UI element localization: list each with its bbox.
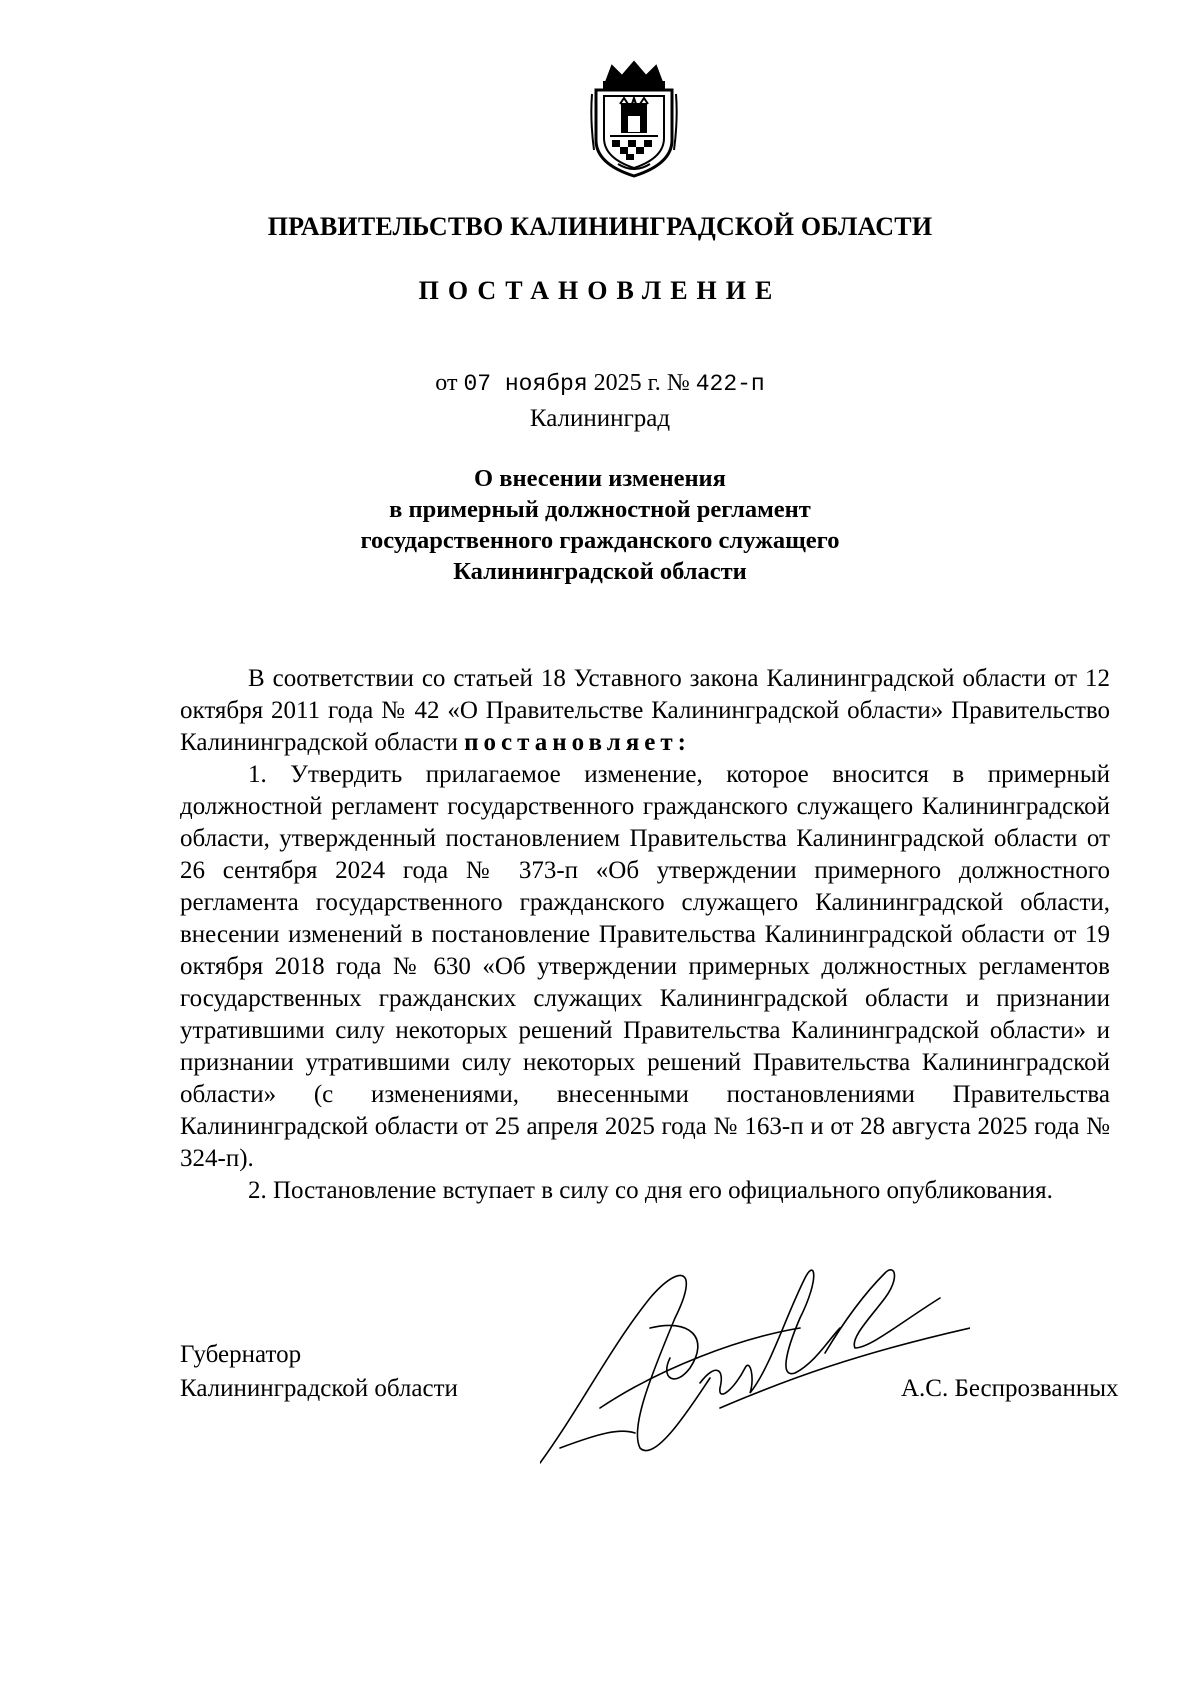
date-prefix: от (435, 370, 458, 396)
document-subject (300, 463, 900, 587)
subject-line: в примерный должностной регламент (389, 496, 811, 523)
signer-position-line: Губернатор (180, 1341, 302, 1368)
signer-position-line: Калининградской области (180, 1375, 458, 1402)
document-body (180, 663, 1110, 1207)
coat-of-arms-icon (588, 60, 680, 178)
item-1-paragraph: 1. Утвердить прилагаемое изменение, которое вносится в примерный должностной регламент государственного гражданского служащего Калининградской области, утвержденный постановлением Правительства Калининградской области от 26 сентября 2024 года № 373-п «Об утверждении примерного должностного регламента государственного гражданского служащего Калининградской области, внесении изменений в постановление Правительства Калининградской области от 19 октября 2018 года № 630 «Об утверждении примерных должностных регламентов государственных гражданских служащих Калининградской области и признании утратившими силу некоторых решений Правительства Калининградской области» и признании утратившими силу некоторых решений Правительства Калининградской области» (с изменениями, внесенными постановлениями Правительства Калининградской области от 25 апреля 2025 года № 163-п и от 28 августа 2025 года № 324-п). (180, 761, 1110, 1172)
registration-line (0, 370, 1200, 397)
document-number: 422-п (695, 371, 765, 397)
subject-line: государственного гражданского служащего (360, 527, 840, 554)
city-name: Калининград (529, 405, 671, 432)
number-label: № (666, 370, 690, 396)
preamble-text: В соответствии со статьей 18 Уставного закона Калининградской области от 12 октября 2011 года № 42 «О Правительстве Калининградской области» Правительство Калининградской области (180, 665, 1110, 756)
organization-name: ПРАВИТЕЛЬСТВО КАЛИНИНГРАДСКОЙ ОБЛАСТИ (267, 212, 933, 241)
item-2-paragraph: 2. Постановление вступает в силу со дня его официального опубликования. (248, 1177, 1053, 1204)
document-type: ПОСТАНОВЛЕНИЕ (418, 276, 782, 305)
signer-name: А.С. Беспрозванных (901, 1375, 1119, 1402)
document-year: 2025 г. (593, 370, 661, 396)
document-date: 07 ноября (463, 371, 588, 397)
decree-word: постановляет: (464, 729, 691, 756)
subject-line: Калининградской области (453, 558, 747, 585)
preamble-paragraph (180, 663, 1110, 759)
handwritten-signature (540, 1258, 970, 1478)
signer-position (180, 1338, 458, 1406)
subject-line: О внесении изменения (474, 465, 726, 492)
